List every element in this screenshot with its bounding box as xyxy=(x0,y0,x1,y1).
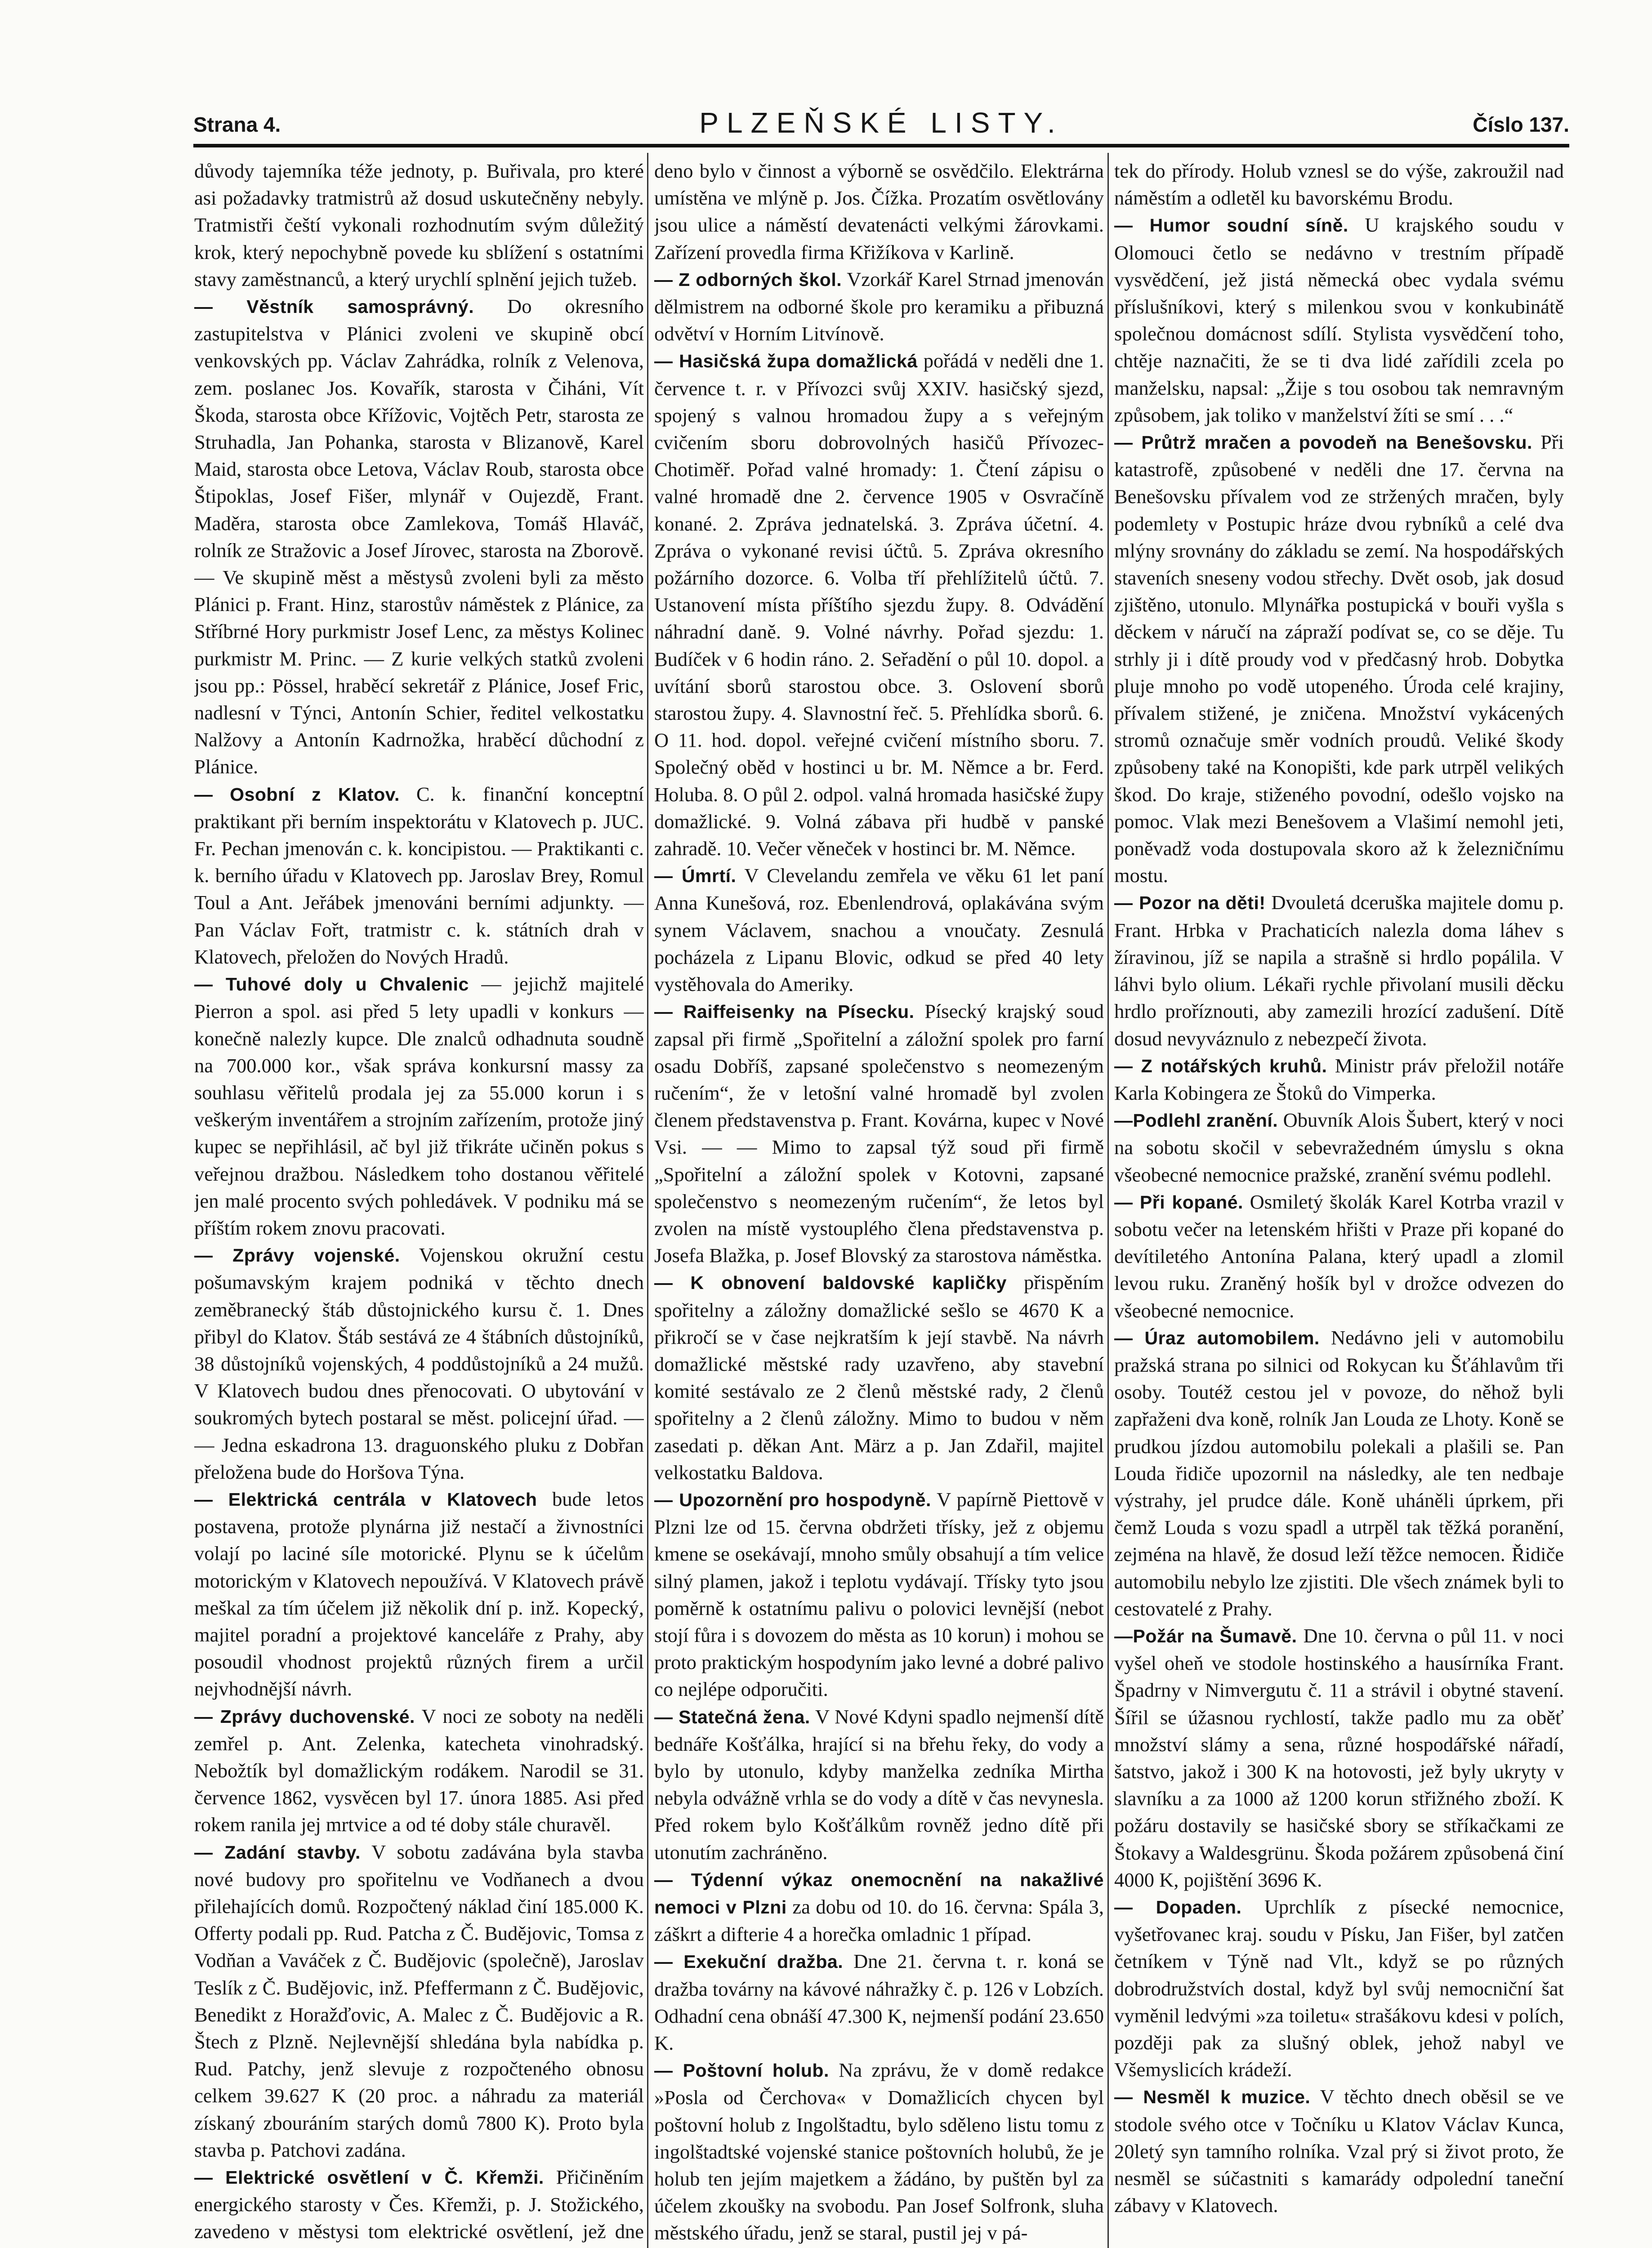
article-text: V Nové Kdyni spadlo nejmenší dítě bednáře Košťálka, hrající si na břehu řeky, do vody a bylo by utonulo, kdyby manželka zedníka Mirtha nebyla odvážně vrhla se do vody a dítě v čas nevynesla. Před rokem bylo Košťálkům rovněž jedno dítě při utonutím zachráněno. xyxy=(654,1705,1104,1864)
article-paragraph xyxy=(1114,1052,1564,1106)
article-paragraph xyxy=(1114,1893,1564,2083)
column-divider-2 xyxy=(1107,153,1109,2248)
article-text: V Clevelandu zemřela ve věku 61 let paní Anna Kunešová, roz. Ebenlendrová, oplakávána svým synem Václavem, snachou a vnoučaty. Zesnulá pocházela z Lipanu Blovic, odkud se před 40 lety vystěhovala do Ameriky. xyxy=(654,864,1104,996)
article-heading: — Tuhové doly u Chvalenic xyxy=(194,974,469,995)
article-text: U krajského soudu v Olomouci četlo se nedávno v trestním případě vysvědčení, jež jistá německá obec vydala svému příslušníkovi, který s milenkou svou v konkubinátě společnou domácnost sdílí. Stylista vysvědčení toho, chtěje naznačiti, že se ti dva lidé zařídili zcela po manželsku, napsal: „Žije s tou osobou tak nemravným způsobem, jak toliko v manželství žíti se smí . . .“ xyxy=(1114,214,1564,426)
article-paragraph xyxy=(1114,889,1564,1052)
column-divider-1 xyxy=(647,153,648,2248)
article-paragraph xyxy=(194,781,644,970)
article-heading: — Při kopané. xyxy=(1114,1191,1243,1213)
article-paragraph xyxy=(194,1241,644,1485)
article-text: bude letos postavena, protože plynárna již nestačí a živnostníci volají po laciné síle motorické. Plynu se k účelům motorickým v Klatovech nepoužívá. V Klatovech právě meškal za tím účelem již několik dní p. inž. Kopecký, majitel poradní a projektové kanceláře z Prahy, aby posoudil vhodnost projektů různých firem a určil nejvhodnější návrh. xyxy=(194,1487,644,1700)
article-text: Dne 10. června o půl 11. v noci vyšel oheň ve stodole hostinského a hausírníka Frant. Špadrny v Nimvergutu č. 11 a strávil i obytné stavení. Šířil se úžasnou rychlostí, takže padlo mu za oběť množství slámy a sena, různé hospodářské nářadí, šatstvo, jakož i 300 K na hotovosti, jež byly ukryty v slavníku a za 1000 až 1200 korun střižného zboží. K požáru dostavily se hasičské sbory se stříkačkami ze Štokavy a Waldesgrünu. Škoda požárem způsobená činí 4000 K, pojištění 3696 K. xyxy=(1114,1624,1564,1891)
article-paragraph xyxy=(1114,1622,1564,1893)
article-paragraph xyxy=(1114,428,1564,889)
article-heading: — Dopaden. xyxy=(1114,1897,1242,1918)
article-paragraph xyxy=(194,1838,644,2163)
issue-number: Číslo 137. xyxy=(1473,113,1569,136)
article-heading: — Humor soudní síně. xyxy=(1114,215,1348,236)
article-paragraph xyxy=(654,1866,1104,1948)
article-paragraph xyxy=(654,347,1104,862)
article-paragraph xyxy=(194,2163,644,2248)
article-heading: — Průtrž mračen a povodeň na Benešovsku. xyxy=(1114,432,1532,453)
article-paragraph xyxy=(194,157,644,293)
article-text: Vojenskou okružní cestu pošumavským krajem podniká v těchto dnech zeměbranecký štáb důstojnického kursu č. 1. Dnes přibyl do Klatov. Štáb sestává ze 4 štábních důstojníků, 38 důstojníků vojenských, 4 poddůstojníků a 24 mužů. V Klatovech budou dnes přenocovati. O ubytování v soukromých bytech postaral se měst. policejní úřad. — — Jedna eskadrona 13. draguonského pluku z Dobřan přeložena bude do Horšova Týna. xyxy=(194,1244,644,1483)
article-heading: — Úmrtí. xyxy=(654,865,737,887)
article-heading: — Nesměl k muzice. xyxy=(1114,2087,1311,2108)
article-paragraph xyxy=(194,293,644,781)
article-heading: — Týdenní výkaz onemocnění na nakažlivé nemoci v Plzni xyxy=(654,1869,1104,1918)
article-text: V noci ze soboty na neděli zemřel p. Ant. Zelenka, katecheta vinohradský. Nebožtík byl domažlickým rodákem. Narodil se 31. července 1862, vysvěcen byl 17. února 1885. Asi před rokem ranila jej mrtvice a od té doby stále churavěl. xyxy=(194,1704,644,1836)
article-paragraph xyxy=(654,1948,1104,2056)
article-text: Při katastrofě, způsobené v neděli dne 17. června na Benešovsku přívalem vod ze stržených mračen, byly podemlety v Postupic hráze dvou rybníků a celé dva mlýny srovnány do základu se zemí. Na hospodářských staveních sneseny vodou střechy. Dvět osob, jak dosud zjištěno, utonulo. Mlynářka postupická v bouři vyšla s děckem v náručí na zápraží podívat se, co se děje. Tu strhly ji i dítě proudy vod v předčasný hrob. Dobytka pluje mnoho po vodě utopeného. Úroda celé krajiny, přívalem stižené, je zničena. Množství vykácených stromů označuje směr vodních proudů. Veliké škody způsobeny také na Konopišti, kde park utrpěl velikých škod. Do kraje, stiženého povodní, odešlo vojsko na pomoc. Vlak mezi Benešovem a Vlašimí nemohl jeti, poněvadž voda dostupovala skoro až k železničnímu mostu. xyxy=(1114,431,1564,887)
article-paragraph xyxy=(1114,1324,1564,1622)
article-text: Dne 21. června t. r. koná se dražba továrny na kávové náhražky č. p. 126 v Lobzích. Odhadní cena obnáší 47.300 K, nejmenší podání 23.650 K. xyxy=(654,1950,1104,2055)
article-heading: — Pozor na děti! xyxy=(1114,892,1266,914)
article-text: tek do přírody. Holub vznesl se do výše, zakroužil nad náměstím a odletěl ku bavorskému Brodu. xyxy=(1114,160,1564,210)
article-text: V papírně Piettově v Plzni lze od 15. června obdržeti třísky, jež z objemu kmene se osekávají, mnoho smůly obsahují a tím velice silný plamen, jakož i teplotu vydávají. Třísky tyto jsou poměrně k ostatnímu palivu o polovici levnější (nebot stojí fůra i s dovozem do města as 10 korun) i mohou se proto praktickým hospodyním jako levné a dobré palivo co nejlépe odporučiti. xyxy=(654,1488,1104,1701)
article-heading: — Věstník samosprávný. xyxy=(194,296,474,317)
column-3 xyxy=(1114,157,1564,2248)
article-text: deno bylo v činnost a výborně se osvědčilo. Elektrárna umístěna ve mlýně p. Jos. Čížka. Prozatím osvětlovány jsou ulice a náměstí devatenácti velkými žárovkami. Zařízení provedla firma Křižíkova v Karlině. xyxy=(654,160,1104,263)
article-heading: — Exekuční dražba. xyxy=(654,1951,844,1972)
article-paragraph xyxy=(1114,1188,1564,1324)
article-heading: — Osobní z Klatov. xyxy=(194,784,400,805)
article-text: Uprchlík z písecké nemocnice, vyšetřovanec kraj. soudu v Písku, Jan Fišer, byl zatčen četníkem v Týně nad Vlt., když se po různých dobrodružstvích dostal, když byl svůj nemocniční šat vyměnil ledvými »za toiletu« strašákovu kdesi v polích, později pak za slušný oblek, jehož nabyl ve Všemyslicích krádeží. xyxy=(1114,1896,1564,2081)
article-heading: — Poštovní holub. xyxy=(654,2060,829,2081)
article-text: — jejichž majitelé Pierron a spol. asi před 5 lety upadli v konkurs — konečně nalezly kupce. Dle znalců odhadnuta soudně na 700.000 kor., však správa konkursní massy za souhlasu věřitelů prodala jej za 55.000 korun i s veškerým inventářem a strojním zařízením, protože jiný kupec se nepřihlásil, ač byl již třikráte učiněn pokus s veřejnou dražbou. Následkem toho dostanou věřitelé jen malé procento svých pohledávek. V podniku má se příštím rokem znovu pracovati. xyxy=(194,972,644,1239)
article-paragraph xyxy=(654,266,1104,348)
article-heading: — Upozornění pro hospodyně. xyxy=(654,1489,931,1510)
article-text: pořádá v neděli dne 1. července t. r. v Přívozci svůj XXIV. hasičský sjezd, spojený s valnou hromadou župy a s veřejným cvičením sboru dobrovolných hasičů Přívozec-Chotiměř. Pořad valné hromady: 1. Čtení zápisu o valné hromadě dne 2. července 1905 v Osvračíně konané. 2. Zpráva jednatelská. 3. Zpráva účetní. 4. Zpráva o vykonané revisi účtů. 5. Zpráva okresního požárního dozorce. 6. Volba tří přehlížitelů účtů. 7. Ustanovení místa příštího sjezdu župy. 8. Odvádění náhradní daně. 9. Volné návrhy. Pořad sjezdu: 1. Budíček v 6 hodin ráno. 2. Seřadění o půl 10. dopol. a uvítání sborů starostou obce. 3. Oslovení sborů starostou župy. 4. Slavnostní řeč. 5. Přehlídka sborů. 6. O 11. hod. dopol. veřejné cvičení místního sboru. 7. Společný oběd v hostinci u br. M. Němce a br. Ferd. Holuba. 8. O půl 2. odpol. valná hromada hasičské župy domažlické. 9. Volná zábava při hudbě v panské zahradě. 10. Večer věneček v hostinci br. M. Němce. xyxy=(654,349,1104,860)
article-heading: — Zadání stavby. xyxy=(194,1842,361,1863)
article-heading: — Raiffeisenky na Písecku. xyxy=(654,1001,915,1022)
article-heading: — Úraz automobilem. xyxy=(1114,1327,1320,1348)
article-heading: —Požár na Šumavě. xyxy=(1114,1625,1297,1646)
article-text: Písecký krajský soud zapsal při firmě „Spořitelní a záložní spolek pro farní osadu Dobříš, zapsané společenstvo s neomezeným ručením“, že v letošní valné hromadě byl zvolen členem představenstva p. Frant. Kovárna, kupec v Nové Vsi. — — Mimo to zapsal týž soud při firmě „Spořitelní a záložní spolek v Kotovni, zapsané společenstvo s neomezeným ručením“, že letos byl zvolen na místě vystouplého člena představenstva p. Josefa Blažka, p. Josef Blovský za starostova náměstka. xyxy=(654,1000,1104,1267)
article-paragraph xyxy=(194,1703,644,1838)
article-paragraph xyxy=(194,1485,644,1703)
article-text: Ministr práv přeložil notáře Karla Kobingera ze Štoků do Vimperka. xyxy=(1114,1054,1564,1104)
article-paragraph xyxy=(654,998,1104,1269)
page-header xyxy=(193,104,1569,145)
article-paragraph xyxy=(194,970,644,1241)
article-text: Nedávno jeli v automobilu pražská strana po silnici od Rokycan ku Šťáhlavům tři osoby. Toutéž cestou jel v povoze, do něhož byli zapřaženi dva koně, rolník Jan Louda ze Lhoty. Koně se prudkou jízdou automobilu polekali a plašili se. Pan Louda řidiče upozornil na následky, ale ten nedbaje výstrahy, jel prudce dále. Koně uháněli úprkem, při čemž Louda s vozu spadl a utrpěl tak těžká poranění, zejména na hlavě, že dosud leží těžce nemocen. Řidiče automobilu nebylo lze zjistiti. Dle všech známek byli to cestovatelé z Prahy. xyxy=(1114,1326,1564,1620)
column-2 xyxy=(654,157,1104,2248)
article-heading: — Z notářských kruhů. xyxy=(1114,1055,1327,1076)
article-paragraph xyxy=(654,157,1104,266)
article-heading: — Hasičská župa domažlická xyxy=(654,351,918,372)
page-number: Strana 4. xyxy=(193,113,281,136)
header-rule xyxy=(193,144,1569,147)
article-paragraph xyxy=(1114,211,1564,428)
article-text: Osmiletý školák Karel Kotrba vrazil v sobotu večer na letenském hřišti v Praze při kopané do devítiletého Antonína Palana, který upadl a zlomil levou ruku. Zraněný hošík byl v drožce odvezen do všeobecné nemocnice. xyxy=(1114,1190,1564,1322)
article-text: Přičiněním energického starosty v Čes. Křemži, p. J. Stožického, zavedeno v městysi tom elektrické osvětlení, jež dne xyxy=(194,2166,644,2243)
article-text: C. k. finanční konceptní praktikant při berním inspektorátu v Klatovech p. JUC. Fr. Pechan jmenován c. k. koncipistou. — Praktikanti c. k. berního úřadu v Klatovech pp. Jaroslav Brey, Romul Toul a Ant. Jeřábek jmenováni berními adjunkty. — Pan Václav Fořt, tratmistr c. k. státních drah v Klatovech, přeložen do Nových Hradů. xyxy=(194,782,644,968)
article-heading: — Elektrická centrála v Klatovech xyxy=(194,1489,537,1510)
article-paragraph xyxy=(654,1269,1104,1486)
article-paragraph xyxy=(1114,1106,1564,1188)
article-heading: — Elektrické osvětlení v Č. Křemži. xyxy=(194,2167,544,2188)
article-text: přispěním spořitelny a záložny domažlické sešlo se 4670 K a přikročí se v čase nejkratším k její stavbě. Na návrh domažlické městské rady uzavřeno, aby stavební komité sestávalo ze 2 členů městské rady, 2 členů spořitelny a 2 členů záložny. Mimo to budou v něm zasedati p. děkan Ant. März a p. Jan Zdařil, majitel velkostatku Baldova. xyxy=(654,1271,1104,1484)
article-heading: — Zprávy duchovenské. xyxy=(194,1706,415,1727)
article-heading: — Zprávy vojenské. xyxy=(194,1245,400,1266)
article-text: za dobu od 10. do 16. června: Spála 3, záškrt a difterie 4 a horečka omladnic 1 případ. xyxy=(654,1896,1104,1946)
article-heading: — Z odborných škol. xyxy=(654,269,842,290)
article-paragraph xyxy=(654,1703,1104,1866)
article-text: Do okresního zastupitelstva v Plánici zvoleni ve skupině obcí venkovských pp. Václav Zahrádka, rolník z Velenova, zem. poslanec Jos. Kovařík, starosta v Čiháni, Vít Škoda, starosta obce Křížovic, Vojtěch Petr, starosta ze Struhadla, Jan Pohanka, starosta v Blizanově, Karel Maid, starosta obce Letova, Václav Roub, starosta obce Štipoklas, Josef Fišer, mlynář v Oujezdě, Frant. Maděra, starosta obce Zamlekova, Tomáš Hlaváč, rolník ze Stražovic a Josef Jírovec, starosta na Zborově. — Ve skupině měst a městysů zvoleni byli za město Plánici p. Frant. Hinz, starostův náměstek z Plánice, za Stříbrné Hory purkmistr Josef Lenc, za městys Kolinec purkmistr M. Princ. — Z kurie velkých statků zvoleni jsou pp.: Pössel, hraběcí sekretář z Plánice, Josef Fric, nadlesní v Týnci, Antonín Schier, ředitel velkostatku Nalžovy a Antonín Kadrnožka, hraběcí důchodní z Plánice. xyxy=(194,295,644,778)
article-paragraph xyxy=(1114,157,1564,211)
article-heading: — K obnovení baldovské kapličky xyxy=(654,1272,1007,1293)
article-text: důvody tajemníka téže jednoty, p. Buřivala, pro které asi požadavky tratmistrů až dosud uskutečněny nebyly. Tratmistři čeští vykonali rozhodnutím svým důležitý krok, který nepochybně povede ku sblížení s ostatními stavy zaměstnanců, a který urychlí splnění jejich tužeb. xyxy=(194,160,644,290)
article-paragraph xyxy=(654,2056,1104,2246)
article-paragraph xyxy=(654,1486,1104,1703)
article-paragraph xyxy=(654,862,1104,998)
newspaper-title: PLZEŇSKÉ LISTY. xyxy=(699,107,1063,139)
article-text: V těchto dnech oběsil se ve stodole svého otce v Točníku u Klatov Václav Kunca, 20letý syn tamního rolníka. Vzal prý si život proto, že nesměl se súčastniti s kamarády odpolední taneční zábavy v Klatovech. xyxy=(1114,2085,1564,2217)
article-heading: —Podlehl zranění. xyxy=(1114,1110,1278,1131)
article-paragraph xyxy=(1114,2083,1564,2219)
article-text: Dvouletá dceruška majitele domu p. Frant. Hrbka v Prachaticích nalezla doma láhev s žíravinou, jíž se napila a strašně si hrdlo popálila. V láhvi bylo olium. Lékaři rychle přivolaní musili děcku hrdlo proříznouti, aby zamezili hrozící zadušení. Dítě dosud nevyváznulo z nebezpečí života. xyxy=(1114,891,1564,1050)
article-text: Obuvník Alois Šubert, který v noci na sobotu skočil v sebevražedném úmyslu s okna všeobecné nemocnice pražské, zranění svému podlehl. xyxy=(1114,1109,1564,1186)
article-heading: — Statečná žena. xyxy=(654,1706,810,1727)
column-1 xyxy=(194,157,644,2248)
article-text: Na zprávu, že v domě redakce »Posla od Čerchova« v Domažlicích chycen byl poštovní holub z Ingolštadtu, bylo sděleno listu tomu z ingolštadtské vojenské stanice poštovních holubů, že je holub ten jejím majetkem a žádáno, by puštěn byl za účelem zkoušky na svobodu. Pan Josef Solfronk, sluha městského úřadu, jenž se staral, pustil jej v pá- xyxy=(654,2059,1104,2244)
article-text: Vzorkář Karel Strnad jmenován dělmistrem na odborné škole pro keramiku a přibuzná odvětví v Horním Litvínově. xyxy=(654,268,1104,345)
article-text: V sobotu zadávána byla stavba nové budovy pro spořitelnu ve Vodňanech a dvou přilehajících domů. Rozpočtený náklad činí 185.000 K. Offerty podali pp. Rud. Patcha z Č. Budějovic, Tomsa z Vodňan a Vaváček z Č. Budějovic (společně), Jaroslav Teslík z Č. Budějovic, inž. Pfeffermann z Č. Budějovic, Benedikt z Horažďovic, A. Malec z Č. Budějovic a R. Štech z Plzně. Nejlevnější shledána byla nabídka p. Rud. Patchy, jenž slevuje z rozpočteného obnosu celkem 39.627 K (20 proc. a náhradu za materiál získaný zbouráním starých domů 7800 K). Proto byla stavba p. Patchovi zadána. xyxy=(194,1840,644,2161)
